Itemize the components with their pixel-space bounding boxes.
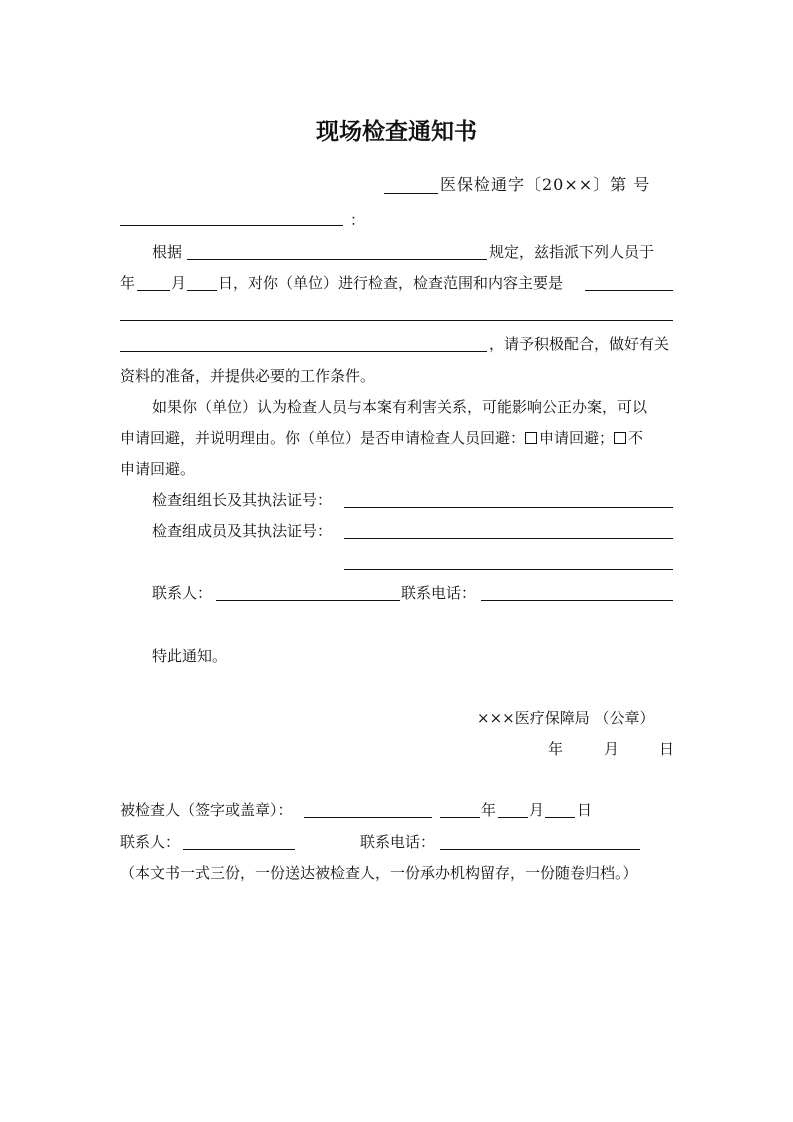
para1-year: 年 xyxy=(120,274,136,292)
para2-line2 xyxy=(120,428,643,448)
notice-text: 特此通知。 xyxy=(152,647,228,665)
team-members-blank-2[interactable] xyxy=(344,569,673,570)
issuer-day: 日 xyxy=(659,740,675,758)
team-members-blank-1[interactable] xyxy=(344,538,673,539)
inspected-phone-label: 联系电话： xyxy=(360,833,436,851)
para1-after-basis: 规定，兹指派下列人员于 xyxy=(489,243,655,261)
page-title: 现场检查通知书 xyxy=(316,119,477,145)
no-recusal-label-part2: 申请回避。 xyxy=(120,460,196,478)
inspected-contact-label: 联系人： xyxy=(120,833,181,851)
team-leader-blank[interactable] xyxy=(344,507,673,508)
para1-cooperate: ，请予积极配合，做好有关 xyxy=(489,335,670,353)
signature-year: 年 xyxy=(481,801,497,819)
signature-year-blank[interactable] xyxy=(440,817,480,818)
no-recusal-label-part1: 不 xyxy=(628,429,644,447)
issuer-name: ×××医疗保障局 （公章） xyxy=(477,709,655,727)
para2-line1: 如果你（单位）认为检查人员与本案有利害关系，可能影响公正办案，可以 xyxy=(152,398,648,416)
contact-person-label: 联系人： xyxy=(152,584,213,602)
team-leader-label: 检查组组长及其执法证号： xyxy=(152,491,333,509)
signature-month: 月 xyxy=(529,801,545,819)
addressee-colon: ： xyxy=(350,211,366,229)
inspection-month-blank[interactable] xyxy=(187,290,217,291)
para1-month: 月 xyxy=(171,274,187,292)
signature-day: 日 xyxy=(577,801,593,819)
signature-blank[interactable] xyxy=(304,817,432,818)
apply-recusal-label: 申请回避； xyxy=(539,429,615,447)
scope-blank-2[interactable] xyxy=(120,320,673,321)
contact-phone-blank[interactable] xyxy=(481,600,673,601)
issuer-year: 年 xyxy=(548,740,564,758)
issuer-month: 月 xyxy=(604,740,620,758)
para1-day-clause: 日，对你（单位）进行检查，检查范围和内容主要是 xyxy=(218,274,564,292)
no-recusal-checkbox[interactable] xyxy=(614,432,626,444)
contact-person-blank[interactable] xyxy=(216,600,400,601)
signature-day-blank[interactable] xyxy=(545,817,575,818)
inspected-phone-blank[interactable] xyxy=(440,849,640,850)
apply-recusal-checkbox[interactable] xyxy=(525,432,537,444)
inspection-year-blank[interactable] xyxy=(137,290,170,291)
regulation-basis-blank[interactable] xyxy=(187,259,487,260)
para1-materials: 资料的准备，并提供必要的工作条件。 xyxy=(120,367,376,385)
signature-month-blank[interactable] xyxy=(498,817,528,818)
signature-label: 被检查人（签字或盖章）： xyxy=(120,801,293,819)
doc-number: 医保检通字〔20××〕第 号 xyxy=(440,175,651,194)
team-members-label: 检查组成员及其执法证号： xyxy=(152,522,333,540)
scope-blank-1[interactable] xyxy=(585,290,673,291)
para2-line2-text: 申请回避，并说明理由。你（单位）是否申请检查人员回避： xyxy=(120,429,526,447)
inspected-contact-blank[interactable] xyxy=(183,849,295,850)
doc-number-prefix-blank[interactable] xyxy=(384,193,438,194)
scope-blank-3[interactable] xyxy=(120,351,487,352)
footnote: （本文书一式三份，一份送达被检查人，一份承办机构留存，一份随卷归档。） xyxy=(120,864,638,882)
para1-prefix: 根据 xyxy=(152,243,183,261)
addressee-blank[interactable] xyxy=(120,225,343,226)
contact-phone-label: 联系电话： xyxy=(401,584,477,602)
